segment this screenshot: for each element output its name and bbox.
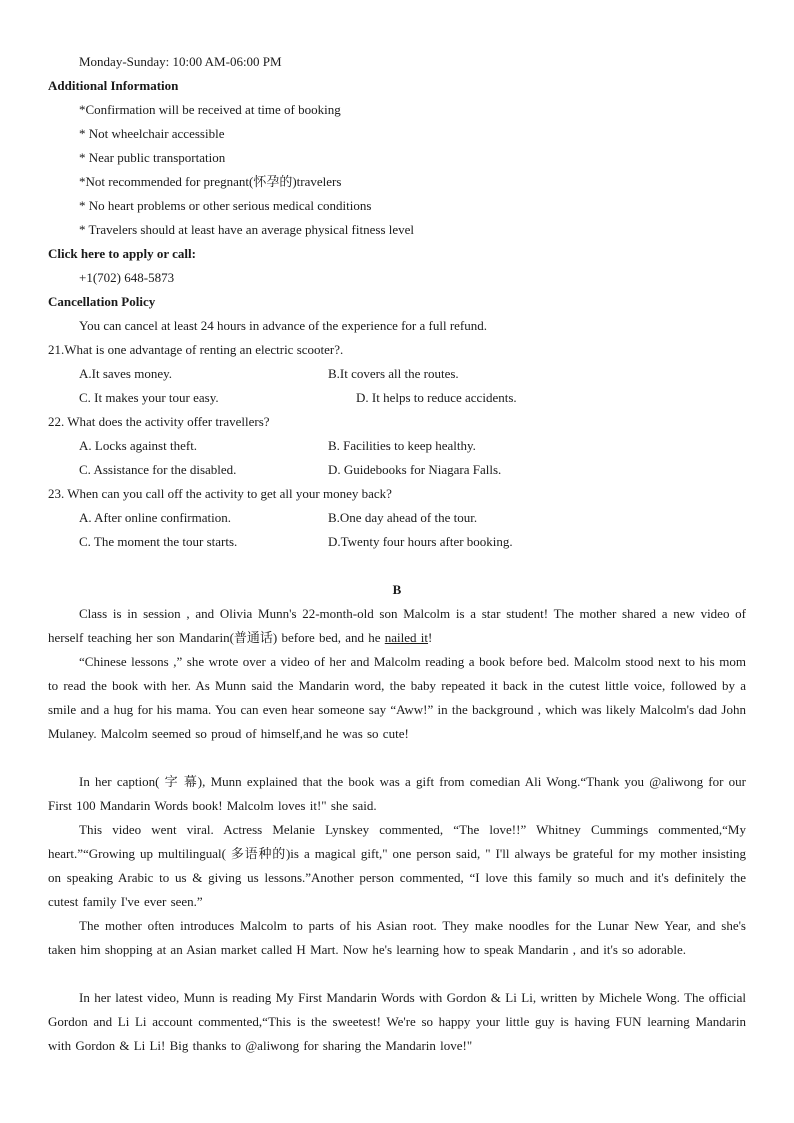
question-22-option-a: A. Locks against theft.	[79, 438, 198, 453]
info-item: *Confirmation will be received at time of booking	[79, 102, 341, 117]
additional-info-heading: Additional Information	[48, 78, 179, 93]
cancellation-text: You can cancel at least 24 hours in advance of the experience for a full refund.	[79, 318, 488, 333]
question-23-option-b: B.One day ahead of the tour.	[328, 510, 478, 525]
passage-paragraph-1	[48, 602, 746, 650]
passage-paragraph-4: This video went viral. Actress Melanie Lynskey commented, “The love!!” Whitney Cummings commented,“My heart.”“Growing up multilingual( 多语种的)is a magical gift," one person said, " I'll always be grateful for my mother insisting on speaking Arabic to us & giving us lessons.”Another person commented, “I love this family so much and it's definitely the cutest family I've ever seen.”	[48, 822, 746, 909]
passage-paragraph-3: In her caption( 字 幕), Munn explained that the book was a gift from comedian Ali Wong.“Thank you @aliwong for our First 100 Mandarin Words book! Malcolm loves it!" she said.	[48, 774, 746, 813]
underlined-phrase: nailed it	[384, 630, 429, 645]
passage-paragraph-2: “Chinese lessons ,” she wrote over a video of her and Malcolm reading a book before bed. Malcolm stood next to his mom to read the book with her. As Munn said the Mandarin word, the baby repeated it back in the cutest little voice, followed by a smile and a hug for his mama. You can even hear someone say “Aww!” in the background , which was likely Malcolm's dad John Mulaney. Malcolm seemed so proud of himself,and he was so cute!	[48, 654, 746, 741]
contact-heading: Click here to apply or call:	[48, 246, 196, 261]
question-21-option-b: B.It covers all the routes.	[328, 366, 459, 381]
question-21-stem: 21.What is one advantage of renting an electric scooter?.	[48, 342, 344, 357]
question-23-stem: 23. When can you call off the activity to get all your money back?	[48, 486, 392, 501]
passage-paragraph-6: In her latest video, Munn is reading My First Mandarin Words with Gordon & Li Li, written by Michele Wong. The official Gordon and Li Li account commented,“This is the sweetest! We're so happy your little guy is having FUN learning Mandarin with Gordon & Li Li! Big thanks to @aliwong for sharing the Mandarin love!"	[48, 990, 746, 1053]
passage-paragraph-5: The mother often introduces Malcolm to parts of his Asian root. They make noodles for the Lunar New Year, and she's taken him shopping at an Asian market called H Mart. Now he's learning how to speak Mandarin , and it's so adorable.	[48, 918, 746, 957]
question-21-option-c: C. It makes your tour easy.	[79, 390, 219, 405]
paragraph-1-end: !	[428, 630, 433, 645]
info-item: * Near public transportation	[79, 150, 226, 165]
question-23-option-c: C. The moment the tour starts.	[79, 534, 238, 549]
paragraph-1-text: Class is in session , and Olivia Munn's 22-month-old son Malcolm is a star student! The mother shared a new video of herself teaching her son Mandarin(普通话) before bed, and he	[48, 606, 746, 645]
info-item: * No heart problems or other serious medical conditions	[79, 198, 372, 213]
cancellation-heading: Cancellation Policy	[48, 294, 156, 309]
contact-phone: +1(702) 648-5873	[79, 270, 175, 285]
question-23-option-a: A. After online confirmation.	[79, 510, 231, 525]
question-22-option-d: D. Guidebooks for Niagara Falls.	[328, 462, 502, 477]
question-23-option-d: D.Twenty four hours after booking.	[328, 534, 513, 549]
question-22-stem: 22. What does the activity offer travellers?	[48, 414, 270, 429]
question-21-option-a: A.It saves money.	[79, 366, 173, 381]
info-item: * Not wheelchair accessible	[79, 126, 225, 141]
info-item: *Not recommended for pregnant(怀孕的)travelers	[79, 174, 342, 189]
info-item: * Travelers should at least have an average physical fitness level	[79, 222, 415, 237]
section-b-label: B	[392, 582, 402, 597]
question-22-option-b: B. Facilities to keep healthy.	[328, 438, 476, 453]
question-22-option-c: C. Assistance for the disabled.	[79, 462, 237, 477]
hours-line: Monday-Sunday: 10:00 AM-06:00 PM	[79, 54, 282, 69]
question-21-option-d: D. It helps to reduce accidents.	[356, 390, 517, 405]
